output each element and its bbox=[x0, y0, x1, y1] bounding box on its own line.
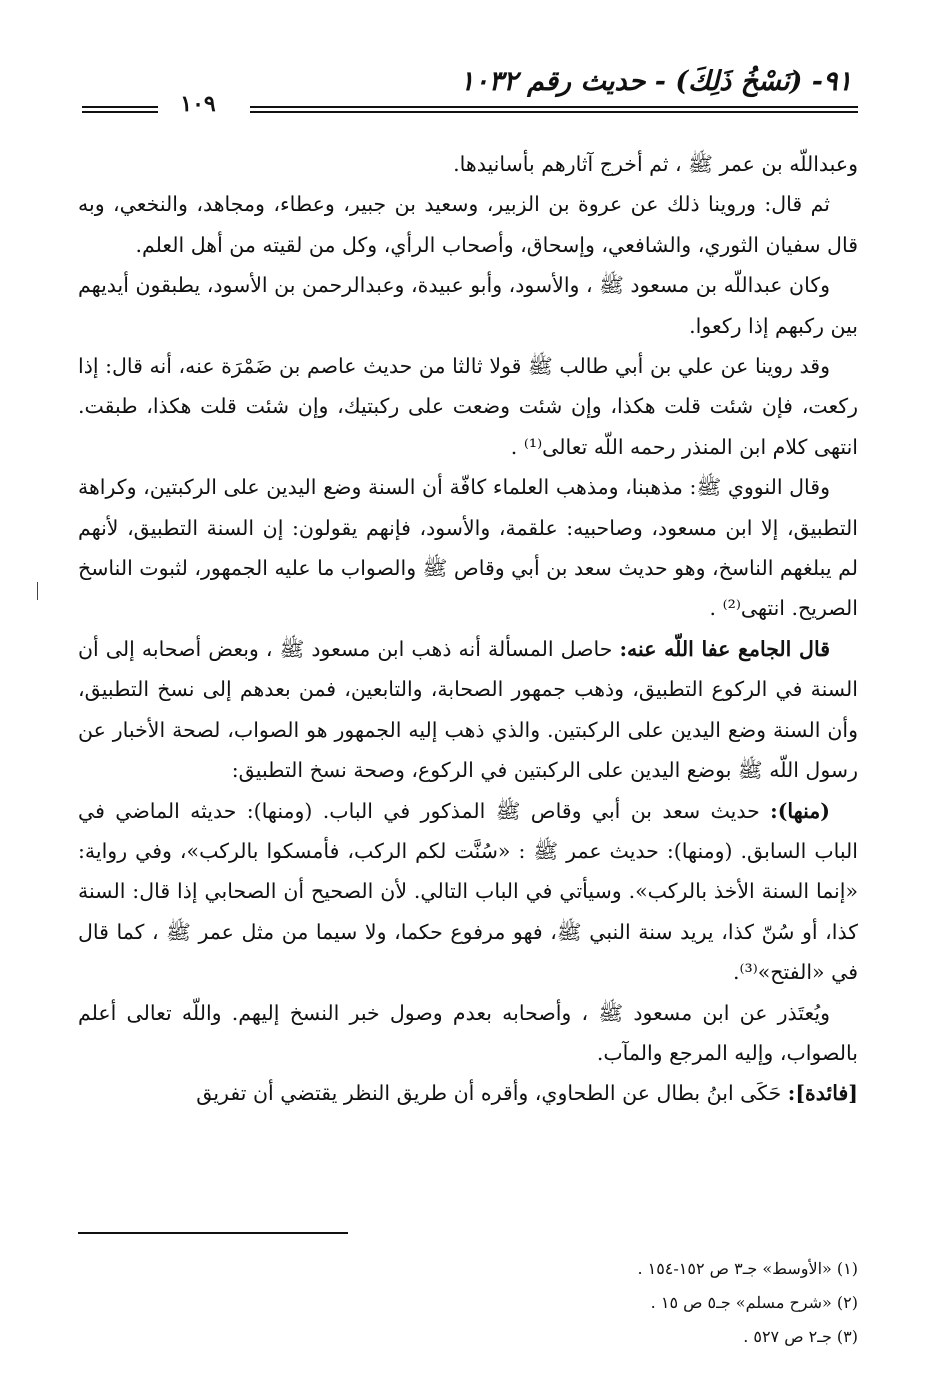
bold-lead: قال الجامع عفا اللّه عنه: bbox=[619, 636, 830, 661]
paragraph: وقد روينا عن علي بن أبي طالب ﷺ قولا ثالثا من حديث عاصم بن ضَمْرَة عنه، أنه قال: إذا ركعت، فإن شئت قلت هكذا، وإن شئت وضعت على ركبتيك، وإن شئت قلت هكذا، طبقت. انتهى كلام ابن المنذر رحمه اللّه تعالى⁽¹⁾ . bbox=[78, 354, 858, 459]
paragraph: قال الجامع عفا اللّه عنه: حاصل المسألة أنه ذهب ابن مسعود ﷺ ، وبعض أصحابه إلى أن السنة في الركوع التطبيق، وذهب جمهور الصحابة، والتابعين، فمن بعدهم إلى نسخ التطبيق، وأن السنة وضع اليدين على الركبتين. والذي ذهب إليه الجمهور هو الصواب، لصحة الأخبار عن رسول اللّه ﷺ بوضع اليدين على الركبتين في الركوع، وصحة نسخ التطبيق: bbox=[78, 636, 858, 783]
footnote: (٣) جـ٢ ص ٥٢٧ . bbox=[743, 1327, 858, 1346]
paragraph: [فائدة]: حَكَى ابنُ بطال عن الطحاوي، وأقره أن طريق النظر يقتضي أن تفريق bbox=[196, 1081, 858, 1106]
paragraph: ثم قال: وروينا ذلك عن عروة بن الزبير، وسعيد بن جبير، وعطاء، ومجاهد، والنخعي، وبه قال سفيان الثوري، والشافعي، وإسحاق، وأصحاب الرأي، وكل من لقيته من أهل العلم. bbox=[78, 192, 858, 257]
footnote: (٢) «شرح مسلم» جـ٥ ص ١٥ . bbox=[650, 1293, 858, 1312]
footnote: (١) «الأوسط» جـ٣ ص ١٥٢-١٥٤ . bbox=[637, 1259, 858, 1278]
bold-lead: [فائدة]: bbox=[787, 1081, 858, 1106]
header-double-rule-short bbox=[82, 106, 158, 113]
margin-mark bbox=[37, 582, 38, 600]
main-text bbox=[78, 144, 858, 1114]
running-header bbox=[78, 60, 858, 118]
paragraph: وكان عبداللّه بن مسعود ﷺ ، والأسود، وأبو عبيدة، وعبدالرحمن بن الأسود، يطبقون أيديهم بين ركبهم إذا ركعوا. bbox=[78, 273, 858, 338]
paragraph: ويُعتَذر عن ابن مسعود ﷺ ، وأصحابه بعدم وصول خبر النسخ إليهم. واللّه تعالى أعلم بالصواب، وإليه المرجع والمآب. bbox=[78, 1000, 858, 1065]
paragraph: وقال النووي ﷺ: مذهبنا، ومذهب العلماء كافّة أن السنة وضع اليدين على الركبتين، وكراهة التطبيق، إلا ابن مسعود، وصاحبيه: علقمة، والأسود، فإنهم يقولون: إن السنة التطبيق، لأنهم لم يبلغهم الناسخ، وهو حديث سعد بن أبي وقاص ﷺ والصواب ما عليه الجمهور، لثبوت الناسخ الصريح. انتهى⁽²⁾ . bbox=[78, 475, 858, 621]
paragraph: وعبداللّه بن عمر ﷺ ، ثم أخرج آثارهم بأسانيدها. bbox=[453, 152, 858, 176]
footnotes bbox=[538, 1252, 858, 1354]
header-title: ٩١- (نَسْخُ ذَلِكَ) - حديث رقم ١٠٣٢ bbox=[459, 66, 852, 97]
paragraph: (منها): حديث سعد بن أبي وقاص ﷺ المذكور في الباب. (ومنها): حديثه الماضي في الباب السابق. (ومنها): حديث عمر ﷺ : «سُنَّت لكم الركب، فأمسكوا بالركب»، وفي رواية: «إنما السنة الأخذ بالركب». وسيأتي في الباب التالي. لأن الصحيح أن الصحابي إذا قال: السنة كذا، أو سُنّ كذا، يريد سنة النبي ﷺ، فهو مرفوع حكما، ولا سيما من مثل عمر ﷺ ، كما قال في «الفتح»⁽³⁾. bbox=[78, 798, 858, 985]
book-page bbox=[78, 60, 858, 1350]
header-double-rule bbox=[250, 106, 858, 113]
footnote-separator bbox=[78, 1232, 348, 1234]
bold-lead: (منها): bbox=[770, 798, 830, 823]
page-number: ١٠٩ bbox=[180, 91, 216, 117]
